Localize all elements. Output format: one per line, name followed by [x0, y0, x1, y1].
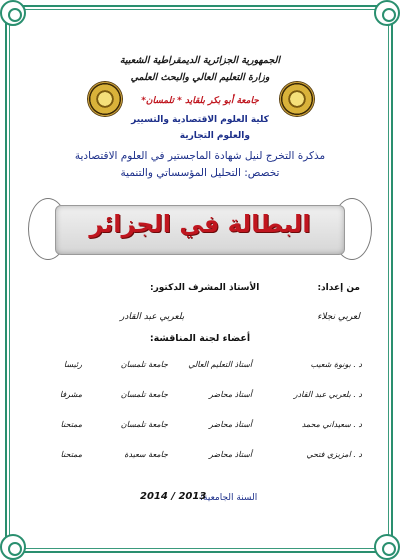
- member-role: مشرفا: [59, 390, 82, 399]
- page-frame-inner: [9, 9, 389, 549]
- member-role: رئيسا: [63, 360, 82, 369]
- academic-year-value: 2014 / 2013: [140, 491, 207, 502]
- thesis-title: البطالة في الجزائر: [89, 210, 311, 238]
- member-name: د . سعيداني محمد: [301, 420, 362, 429]
- republic-heading: الجمهورية الجزائرية الديمقراطية الشعبية: [119, 55, 281, 66]
- member-rank: أستاذ التعليم العالي: [188, 360, 252, 369]
- academic-year-label: السنة الجامعية:: [200, 493, 258, 503]
- specialty-line: تخصص: التحليل المؤسساتي والتنمية: [120, 167, 280, 179]
- thesis-description: مذكرة التخرج لنيل شهادة الماجستير في العلوم الاقتصادية: [74, 150, 326, 162]
- member-role: ممتحنا: [60, 420, 82, 429]
- member-institution: جامعة تلمسان: [120, 360, 168, 369]
- member-rank: أستاذ محاضر: [209, 390, 252, 399]
- member-name: د . بونوة شعيب: [310, 360, 362, 369]
- corner-ornament-top-right: [374, 0, 400, 26]
- faculty-heading-line1: كلية العلوم الاقتصادية والتسيير: [131, 115, 269, 125]
- corner-ornament-bottom-left: [0, 534, 26, 560]
- member-institution: جامعة سعيدة: [124, 450, 168, 459]
- committee-title: أعضاء لجنة المناقشة:: [149, 333, 251, 344]
- prepared-by-label: من إعداد:: [317, 283, 360, 293]
- supervisor-name: بلعربي عبد القادر: [120, 312, 185, 322]
- ministry-heading: وزارة التعليم العالي والبحث العلمي: [130, 72, 270, 83]
- member-institution: جامعة تلمسان: [120, 390, 168, 399]
- university-heading: جامعة أبو بكر بلقايد * تلمسان*: [141, 96, 259, 106]
- member-rank: أستاذ محاضر: [209, 420, 252, 429]
- member-name: د . بلعربي عبد القادر: [293, 390, 362, 399]
- student-name: لعربي نجلاء: [317, 312, 360, 322]
- member-role: ممتحنا: [60, 450, 82, 459]
- member-institution: جامعة تلمسان: [120, 420, 168, 429]
- supervisor-label: الأستاذ المشرف الدكتور:: [150, 283, 260, 293]
- faculty-heading-line2: والعلوم التجارية: [179, 131, 250, 141]
- corner-ornament-bottom-right: [374, 534, 400, 560]
- member-name: د . امزيزي فتحي: [306, 450, 362, 459]
- member-rank: أستاذ محاضر: [209, 450, 252, 459]
- corner-ornament-top-left: [0, 0, 26, 26]
